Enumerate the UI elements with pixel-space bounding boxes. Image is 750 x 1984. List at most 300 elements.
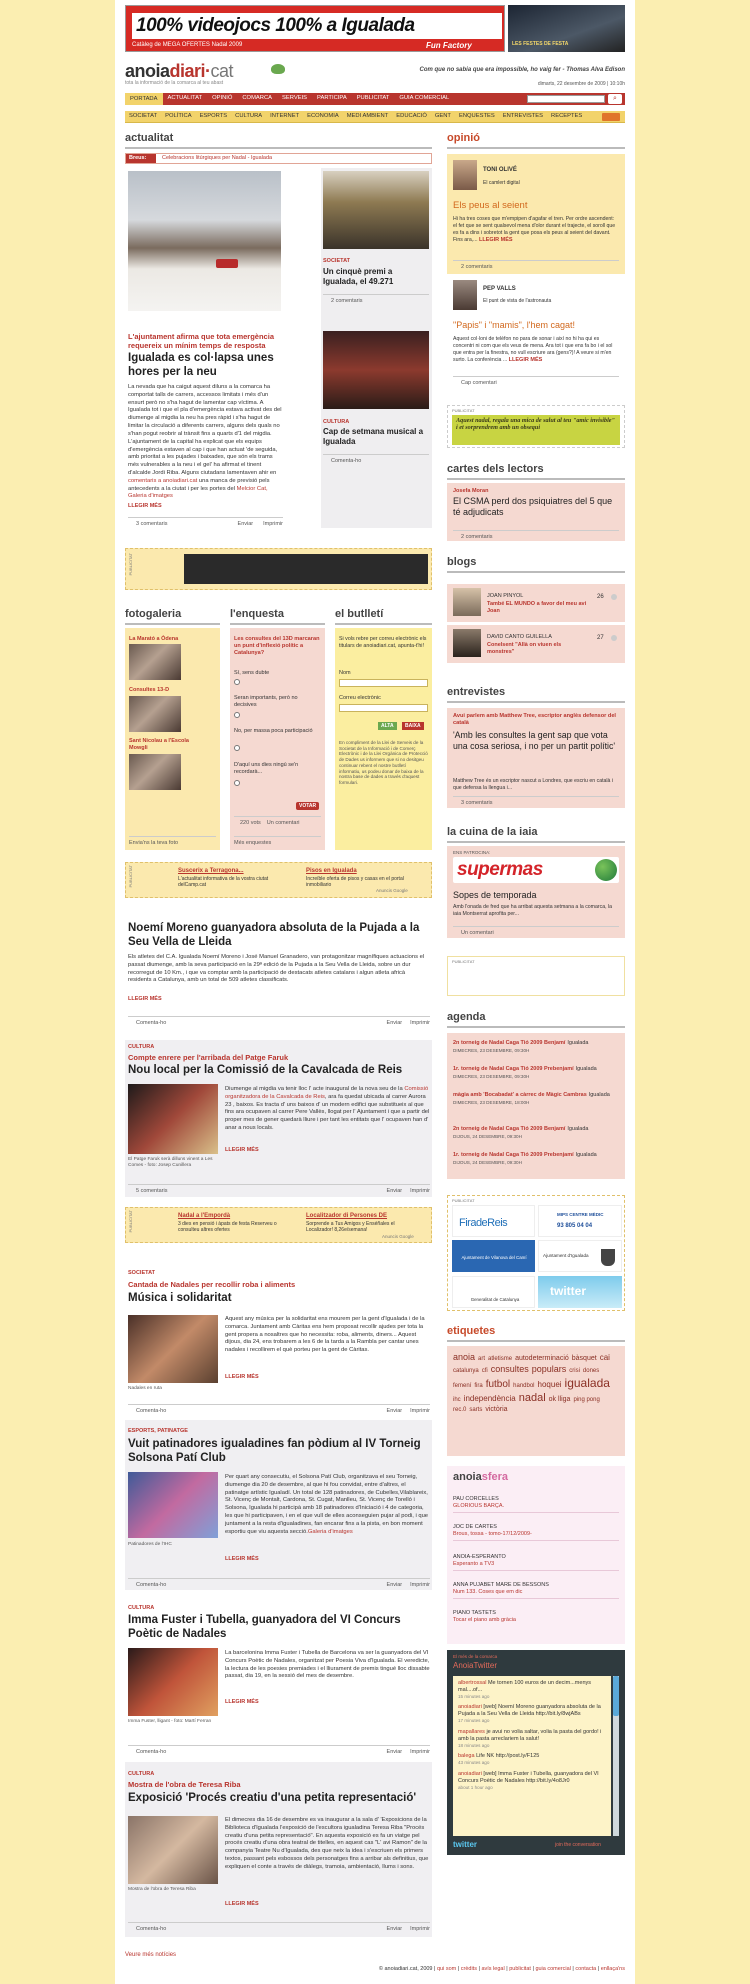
- footer-link-guia[interactable]: guia comercial: [535, 1966, 571, 1972]
- tag-link[interactable]: crisi: [569, 1367, 580, 1374]
- op1-more[interactable]: LLEGIR MÉS: [478, 237, 513, 244]
- story8-send[interactable]: Enviar: [386, 1926, 403, 1932]
- tweet: [458, 1680, 606, 1699]
- tag-link[interactable]: ping pong: [573, 1397, 600, 1404]
- butlleti-email-input[interactable]: [339, 704, 428, 712]
- anoiasfera-box: [447, 1466, 625, 1644]
- story8-image[interactable]: [128, 1816, 218, 1884]
- tweet1-user[interactable]: albertrossal: [458, 1680, 487, 1686]
- quote-text: Com que no sabia que era impossible, ho vaig fer: [419, 67, 561, 73]
- story5-comments[interactable]: Comenta-ho: [136, 1408, 167, 1414]
- cuina-title[interactable]: Sopes de temporada: [453, 890, 537, 900]
- blog-item-2: [447, 625, 625, 663]
- blog1-rss-icon[interactable]: [611, 594, 617, 600]
- twitter-intro: El més de la comarca: [453, 1654, 498, 1659]
- tag-link[interactable]: handbol: [513, 1382, 535, 1389]
- anoiasfera-item5-text: Tocar el piano amb gràcia: [453, 1616, 516, 1623]
- twitter-title: AnoiaTwitter: [453, 1661, 498, 1670]
- ad-banner-dark[interactable]: [184, 554, 428, 584]
- side-story1-title[interactable]: Un cinquè premi a Igualada, el 49.271: [323, 267, 394, 286]
- tag-link[interactable]: ihc: [453, 1397, 461, 1404]
- nav-participa[interactable]: PARTICIPA: [317, 95, 347, 102]
- story7-send[interactable]: Enviar: [386, 1749, 403, 1755]
- tag-link[interactable]: populars: [531, 1363, 567, 1374]
- main-story-title[interactable]: Igualada es col·lapsa unes hores per la neu: [128, 352, 274, 378]
- story7-print[interactable]: Imprimir: [410, 1749, 430, 1755]
- vote-button[interactable]: VOTAR: [296, 802, 319, 810]
- main-story-send[interactable]: Enviar: [237, 521, 254, 527]
- sponsors-box: [447, 1195, 625, 1311]
- story5-more[interactable]: LLEGIR MÉS: [225, 1374, 259, 1380]
- search-input[interactable]: [527, 95, 605, 103]
- supermas-text: supermas: [457, 859, 543, 880]
- story8-sub[interactable]: Mostra de l'obra de Teresa Riba: [128, 1780, 241, 1789]
- supermas-globe-icon: [595, 859, 617, 881]
- author-avatar[interactable]: [453, 280, 477, 310]
- story8-title[interactable]: Exposició 'Procés creatiu d'una petita representació': [128, 1792, 417, 1804]
- google-ad4-title[interactable]: Localitzador di Persones DE: [306, 1213, 388, 1219]
- enquesta-heading: l'enquesta: [230, 608, 325, 625]
- right-ad-label: PUBLICITAT: [452, 408, 475, 413]
- tag-cloud-list: [453, 1352, 619, 1415]
- op1-blog: El camlert digital: [483, 180, 520, 186]
- op1-author[interactable]: TONI OLIVÉ: [483, 167, 517, 173]
- tag-link[interactable]: victòria: [485, 1406, 508, 1414]
- tweet1-time: 15 minutes ago: [458, 1693, 490, 1699]
- anoiasfera-item[interactable]: [453, 1524, 619, 1541]
- story6-print[interactable]: Imprimir: [410, 1582, 430, 1588]
- enquesta-radio1[interactable]: [234, 679, 240, 685]
- story7-caption: Imma Fuster, lligant - foto: Martí Ferran: [128, 1719, 212, 1724]
- anoiasfera-item1-author: PAU CORCELLES: [453, 1496, 499, 1502]
- enquesta-option4: D'aquí uns dies ningú se'n recordarà...: [234, 762, 299, 775]
- nav-comarca[interactable]: COMARCA: [242, 95, 273, 102]
- more-news-link[interactable]: Veure més notícies: [125, 1952, 177, 1958]
- butlleti-name-input[interactable]: [339, 679, 428, 687]
- op2-author[interactable]: PEP VALLS: [483, 286, 516, 292]
- main-story-comments[interactable]: 3 comentaris: [136, 521, 168, 527]
- story4-title[interactable]: Nou local per la Comissió de la Cavalcada de Reis: [128, 1064, 403, 1076]
- footer-link-contacta[interactable]: contacta: [575, 1966, 597, 1972]
- tag-link[interactable]: bàsquet: [571, 1355, 597, 1362]
- tag-link[interactable]: autodeterminació: [515, 1355, 569, 1362]
- tag-link[interactable]: consultes: [490, 1363, 529, 1374]
- opinio-box1: [447, 154, 625, 274]
- subnav-cultura[interactable]: CULTURA: [235, 112, 263, 119]
- side-story2-kicker: CULTURA: [323, 419, 350, 425]
- side-story2-title[interactable]: Cap de setmana musical a Igualada: [323, 427, 424, 446]
- op1-title[interactable]: Els peus al seient: [453, 200, 528, 211]
- side-story1-image[interactable]: [323, 171, 429, 249]
- op1-comments[interactable]: 2 comentaris: [453, 260, 619, 271]
- enquesta-question: Les consultes del 13D marcaran un punt d'inflexió polític a Catalunya?: [234, 636, 320, 656]
- op2-comments[interactable]: Cap comentari: [453, 376, 619, 387]
- story3-title[interactable]: Noemí Moreno guanyadora absoluta de la Pujada a la Seu Vella de Lleida: [128, 922, 420, 948]
- enquesta-radio4[interactable]: [234, 780, 240, 786]
- story5-send[interactable]: Enviar: [386, 1408, 403, 1414]
- tag-link[interactable]: rec.0: [453, 1407, 467, 1414]
- agenda-item[interactable]: [453, 1065, 619, 1079]
- tag-link[interactable]: art: [478, 1356, 486, 1362]
- tag-link[interactable]: igualada: [564, 1375, 610, 1390]
- google-ad1-title[interactable]: Suscerix a Terragona...: [178, 868, 244, 874]
- nav-guia-comercial[interactable]: GUIA COMERCIAL: [399, 95, 450, 102]
- author-avatar[interactable]: [453, 160, 477, 190]
- tweet-scroll-thumb[interactable]: [613, 1676, 619, 1716]
- twitter-join[interactable]: join the conversation: [555, 1842, 601, 1848]
- story6-more[interactable]: LLEGIR MÉS: [225, 1556, 259, 1562]
- agenda-item2-date: DIMECRES, 23 DESEMBRE, 09:30H: [453, 1073, 530, 1079]
- right-ad-1-banner[interactable]: Aquest nadal, regala una mica de salut al teu "amic invisible" i et sorprendrem amb un obsequi: [452, 415, 620, 445]
- foto-item2-label[interactable]: Consultes 13-D: [129, 687, 170, 693]
- subnav-receptes[interactable]: RECEPTES: [551, 112, 583, 119]
- cartes-comments[interactable]: 2 comentaris: [453, 530, 619, 541]
- main-story-link2[interactable]: Melcior Cat, Galeria d'imatges: [128, 485, 268, 500]
- side-story2-comments[interactable]: Comenta-ho: [323, 454, 429, 465]
- nav-serveis[interactable]: SERVEIS: [282, 95, 308, 102]
- entrevistes-heading: entrevistes: [447, 686, 625, 703]
- agenda-heading: agenda: [447, 1011, 625, 1028]
- agenda-box: [447, 1033, 625, 1179]
- tag-link[interactable]: atletisme: [488, 1356, 513, 1362]
- ad-strip-1: [125, 548, 432, 590]
- logo-tagline: tota la informació de la comarca al teu abast: [125, 80, 224, 86]
- tag-link[interactable]: femení: [453, 1382, 472, 1389]
- google-ad1-text: L'actualitat informativa de la vostra ciutat delCamp.cat: [178, 876, 269, 889]
- banner-brand: Fun Factory: [426, 41, 472, 50]
- story4-print[interactable]: Imprimir: [410, 1188, 430, 1194]
- butlleti-heading: el butlletí: [335, 608, 432, 625]
- story4-image[interactable]: [128, 1084, 218, 1154]
- tag-link[interactable]: cai: [599, 1353, 610, 1362]
- story5-title[interactable]: Música i solidaritat: [128, 1292, 232, 1304]
- actualitat-heading: actualitat: [125, 132, 432, 149]
- tag-link[interactable]: dones: [582, 1367, 600, 1374]
- enquesta-more[interactable]: Més enquestes: [234, 836, 321, 847]
- foto-send[interactable]: Envia'ns la teva foto: [129, 836, 216, 847]
- entrevistes-sub[interactable]: Avui parlem amb Matthew Tree, escriptor anglès defensor del català: [453, 713, 616, 726]
- entrevistes-title[interactable]: 'Amb les consultes la gent sap que vota una cosa seriosa, i no per un partit polític': [453, 730, 616, 751]
- google-ad2-title[interactable]: Pisos en Igualada: [306, 868, 357, 874]
- subnav-gent[interactable]: GENT: [434, 112, 451, 119]
- anoiasfera-item3-author: ANOIA-ESPERANTO: [453, 1554, 506, 1560]
- main-story-link1[interactable]: comentaris a anoiadiari.cat: [128, 477, 198, 484]
- google-ads-tag[interactable]: Anuncis Google: [376, 888, 408, 893]
- blogs-heading: blogs: [447, 556, 625, 573]
- blog1-title[interactable]: També EL MUNDO a favor del meu avi Joan: [487, 601, 587, 614]
- story6-link[interactable]: Galeria d'imatges: [307, 1528, 353, 1535]
- story7-meta: [128, 1745, 430, 1756]
- rss-icon[interactable]: [602, 113, 620, 121]
- enquesta-votes: 220 vots: [240, 820, 261, 826]
- subnav-educacio[interactable]: EDUCACIÓ: [396, 112, 427, 119]
- breus-label: Breus:: [126, 154, 156, 163]
- story4-send[interactable]: Enviar: [386, 1188, 403, 1194]
- subnav-politica[interactable]: POLÍTICA: [165, 112, 192, 119]
- foto-item2-image[interactable]: [129, 696, 181, 732]
- story3-comments[interactable]: Comenta-ho: [136, 1020, 167, 1026]
- main-story-print[interactable]: Imprimir: [263, 521, 283, 527]
- op2-title[interactable]: "Papis" i "mamis", l'hem cagat!: [453, 320, 576, 330]
- right-banner-text: LES FESTES DE FESTA: [512, 41, 569, 47]
- right-ad-2: [447, 956, 625, 996]
- agenda-item1-place: Igualada: [567, 1040, 589, 1046]
- agenda-item5-date: DIJOUS, 24 DESEMBRE, 09:30H: [453, 1159, 522, 1165]
- blog2-author[interactable]: DAVID CANTO GUILELLA: [487, 634, 552, 640]
- anoiasfera-item[interactable]: [453, 1582, 619, 1599]
- foto-item3-image[interactable]: [129, 754, 181, 790]
- main-story-sub[interactable]: L'ajuntament afirma que tota emergència requereix un mínim temps de resposta: [128, 332, 274, 351]
- story4-body: [225, 1086, 430, 1133]
- twitter-brand[interactable]: twitter: [453, 1840, 477, 1849]
- op1-body-text: Hi ha tres coses que m'empipen d'agafar el tren. Per ordre ascendent: el fet que se sent qualsevol mena d'olor durant el trajecte, el soroll que es fa a dins i sobretot la gent que posa els peus al seient del davant. Fins ara,...: [453, 216, 616, 244]
- sponsor-igualada[interactable]: [538, 1240, 622, 1272]
- top-banner-ad[interactable]: [125, 5, 505, 52]
- footer-link-enllacans[interactable]: enllaça'ns: [600, 1966, 625, 1972]
- anoiasfera-item[interactable]: [453, 1496, 619, 1513]
- nav-opinio[interactable]: OPINIÓ: [212, 95, 233, 102]
- header-date: dimarts, 22 desembre de 2009 | 10:10h: [537, 81, 625, 87]
- enquesta-comment[interactable]: Un comentari: [266, 820, 300, 826]
- foto-item1-image[interactable]: [129, 644, 181, 680]
- tweet: [458, 1753, 606, 1766]
- agenda-item[interactable]: [453, 1125, 619, 1139]
- story5-print[interactable]: Imprimir: [410, 1408, 430, 1414]
- footer-link-avis-legal[interactable]: avís legal: [481, 1966, 505, 1972]
- story3-send[interactable]: Enviar: [386, 1020, 403, 1026]
- banner-headline: 100% videojocs 100% a Igualada: [132, 13, 502, 39]
- igualada-crest-icon: [601, 1249, 615, 1266]
- subnav-entrevistes[interactable]: ENTREVISTES: [502, 112, 544, 119]
- tag-link[interactable]: futbol: [485, 1378, 511, 1390]
- story6-send[interactable]: Enviar: [386, 1582, 403, 1588]
- cartes-title[interactable]: El CSMA perd dos psiquiatres del 5 que té adjudicats: [453, 496, 613, 518]
- enquesta-radio2[interactable]: [234, 712, 240, 718]
- sponsor-mips[interactable]: [538, 1205, 622, 1237]
- footer-copyright: © anoiadiari.cat, 2009: [378, 1966, 433, 1972]
- story8-comments[interactable]: Comenta-ho: [136, 1926, 167, 1932]
- cuina-heading: la cuina de la iaia: [447, 826, 625, 843]
- story8-more[interactable]: LLEGIR MÉS: [225, 1901, 259, 1907]
- op2-blog: El punt de vista de l'astronauta: [483, 298, 552, 304]
- sponsor-fira-de-reis[interactable]: [452, 1205, 535, 1237]
- logo-dot: ·: [205, 61, 211, 81]
- tweet3-user[interactable]: mapallares: [458, 1728, 485, 1735]
- story6-kicker: ESPORTS, PATINATGE: [128, 1428, 188, 1434]
- story5-caption: Nadales en ruta: [128, 1386, 162, 1391]
- story7-kicker: CULTURA: [128, 1605, 155, 1611]
- blog2-rss-icon[interactable]: [611, 635, 617, 641]
- enquesta-meta: [234, 816, 321, 827]
- subnav-internet[interactable]: INTERNET: [270, 112, 300, 119]
- story4-kicker: CULTURA: [128, 1044, 155, 1050]
- opinio-heading: opinió: [447, 132, 625, 149]
- twitter-widget: [447, 1650, 625, 1855]
- tweet2-user[interactable]: anoiadiari: [458, 1704, 482, 1711]
- nav-actualitat[interactable]: ACTUALITAT: [167, 95, 203, 102]
- nav-portada[interactable]: PORTADA: [125, 93, 163, 105]
- sub-nav: [125, 111, 625, 123]
- agenda-item5-title: 1r. torneig de Nadal Caga Tió 2009 Prebenjamí: [453, 1152, 574, 1158]
- enquesta-option3: No, per massa poca participació: [234, 728, 313, 734]
- story7-image[interactable]: [128, 1648, 218, 1716]
- nav-publicitat[interactable]: PUBLICITAT: [356, 95, 390, 102]
- main-story-meta: [128, 517, 283, 528]
- tag-link[interactable]: sarts: [469, 1407, 483, 1414]
- side-story1-kicker: SOCIETAT: [323, 258, 350, 264]
- story3-more[interactable]: LLEGIR MÉS: [128, 996, 162, 1002]
- side-story2-image[interactable]: [323, 331, 429, 409]
- tag-link[interactable]: fira: [474, 1382, 483, 1389]
- google-ad3-text: 3 dies en pensió i àpats de festa Reserveu o consulteu altres ofertes: [178, 1221, 277, 1234]
- sponsor-twitter[interactable]: [538, 1276, 622, 1308]
- header-quote: Com que no sabia que era impossible, ho vaig fer - Thomas Alva Edison: [419, 67, 625, 73]
- main-story-more[interactable]: LLEGIR MÉS: [128, 503, 162, 509]
- search-icon: ⌕: [613, 95, 617, 102]
- cuina-body: Amb l'onada de fred que ha arribat aquesta setmana a la comarca, la iaia Montserrat aprofita per...: [453, 904, 613, 918]
- breus-bar: [125, 153, 432, 164]
- tweet3-text: je avui no volia saltar, volia la pasta del gordo! i amb la pasta arreclariem la salut!: [458, 1728, 602, 1742]
- tag-link[interactable]: independència: [463, 1394, 516, 1404]
- mips-text: MIPS CENTRE MÈDIC: [557, 1212, 604, 1217]
- story5-body: Aquest any música per la solidaritat ens mourem per la gent d'Igualada i de la comarca. Juntament amb Càritas ens hem proposat recollir ajudes per tota la gent propera a nosaltres que ho necessita: roba, aliments, diners... Aquest dijous, dia 24, ens trobarem a les 6 de la tarda a la Rambla per cantar unes nadales i recollirem el què porteu per la gent de Càritas.: [225, 1316, 425, 1354]
- sponsor-generalitat[interactable]: [452, 1276, 535, 1308]
- agenda-item1-date: DIMECRES, 23 DESEMBRE, 09:30H: [453, 1047, 530, 1053]
- main-story-body: [128, 384, 283, 501]
- story7-title[interactable]: Imma Fuster i Tubella, guanyadora del VI Concurs Poètic de Nadales: [128, 1614, 401, 1640]
- subnav-medi-ambient[interactable]: MEDI AMBIENT: [346, 112, 389, 119]
- cartes-author[interactable]: Josefa Moran: [453, 488, 489, 494]
- google-ad2-text: Increíble oferta de pisos y casas en el portal inmobiliario: [306, 876, 404, 889]
- agenda-item3-place: Igualada: [588, 1092, 610, 1098]
- footer: © anoiadiari.cat, 2009 | qui som | crèdits | avís legal | publicitat | guia comercial | contacta | enllaça'ns: [378, 1966, 625, 1972]
- story4-link[interactable]: Comissió organitzadora de la Cavalcada de Reis: [225, 1086, 429, 1100]
- agenda-item5-place: Igualada: [575, 1152, 597, 1158]
- anoiasfera-item[interactable]: [453, 1610, 619, 1624]
- footer-link-credits[interactable]: crèdits: [460, 1966, 477, 1972]
- alta-button[interactable]: ALTA: [378, 722, 397, 730]
- ad-label: PUBLICITAT: [128, 865, 133, 888]
- logo-diari: diari: [169, 61, 206, 81]
- google-ad3-title[interactable]: Nadal a l'Empordà: [178, 1213, 231, 1219]
- enquesta-radio3[interactable]: [234, 745, 240, 751]
- blog-avatar[interactable]: [453, 588, 481, 616]
- agenda-item[interactable]: [453, 1039, 619, 1053]
- anoiasfera-item5-author: PIANO TASTETS: [453, 1610, 496, 1616]
- story3-print[interactable]: Imprimir: [410, 1020, 430, 1026]
- blog1-author[interactable]: JOAN PINYOL: [487, 593, 524, 599]
- tag-link[interactable]: catalunya: [453, 1367, 479, 1374]
- story8-print[interactable]: Imprimir: [410, 1926, 430, 1932]
- foto-item1-label[interactable]: La Marató a Òdena: [129, 636, 179, 642]
- google-ads-2: [125, 1207, 432, 1243]
- anoiasfera-title-a: anoia: [453, 1471, 482, 1483]
- side-story1-comments[interactable]: 2 comentaris: [323, 294, 429, 305]
- sponsors-label: PUBLICITAT: [452, 1198, 475, 1203]
- blog2-title[interactable]: Conelsent "Allà on viuen els monstres": [487, 642, 562, 655]
- anoiasfera-item[interactable]: [453, 1554, 619, 1571]
- tweet4-user[interactable]: balega: [458, 1753, 475, 1760]
- quote-author: Thomas Alva Edison: [566, 67, 625, 73]
- tweet3-time: 18 minutes ago: [458, 1742, 490, 1748]
- story7-comments[interactable]: Comenta-ho: [136, 1749, 167, 1755]
- baixa-button[interactable]: BAIXA: [402, 722, 424, 730]
- tweet5-user[interactable]: anoiadiari: [458, 1771, 482, 1778]
- agenda-item[interactable]: [453, 1151, 619, 1165]
- story4-comments[interactable]: 5 comentaris: [136, 1188, 168, 1194]
- main-story-image[interactable]: [128, 171, 281, 311]
- google-ads-1: [125, 862, 432, 898]
- right-ad-2-label: PUBLICITAT: [452, 959, 475, 964]
- story6-image[interactable]: [128, 1472, 218, 1538]
- google-ads-tag[interactable]: Anuncis Google: [382, 1234, 414, 1239]
- entrevistes-body: Matthew Tree és un escriptor nascut a Londres, que escriu en català i que defensa la llengua i...: [453, 778, 614, 792]
- story4-sub[interactable]: Compte enrere per l'arribada del Patge Faruk: [128, 1053, 289, 1062]
- anoiasfera-title: [453, 1471, 508, 1485]
- enquesta-option2: Seran importants, però no decisives: [234, 695, 298, 708]
- story8-caption: Mostra de l'obra de Teresa Riba: [128, 1887, 196, 1892]
- main-story-text2: una manca de previsió pels antecedents a la ciutat i per les portes del: [128, 477, 270, 492]
- search-button[interactable]: [608, 94, 622, 104]
- tag-link[interactable]: ok lliga: [548, 1396, 571, 1404]
- footer-link-qui-som[interactable]: qui som: [437, 1966, 457, 1972]
- subnav-esports[interactable]: ESPORTS: [199, 112, 228, 119]
- subnav-economia[interactable]: ECONOMIA: [307, 112, 339, 119]
- etiquetes-heading: etiquetes: [447, 1325, 625, 1342]
- sponsor-vilanova[interactable]: [452, 1240, 535, 1272]
- op1-body: [453, 216, 619, 244]
- supermas-logo[interactable]: [453, 857, 619, 883]
- subnav-enquestes[interactable]: ENQUESTES: [458, 112, 495, 119]
- tweet-scrollbar[interactable]: [613, 1676, 619, 1836]
- logo-cat: cat: [210, 61, 234, 81]
- story4-more[interactable]: LLEGIR MÉS: [225, 1147, 259, 1153]
- cuina-comments[interactable]: Un comentari: [453, 926, 619, 937]
- logo-anoia: anoia: [125, 61, 170, 81]
- agenda-item[interactable]: [453, 1091, 619, 1105]
- tag-link[interactable]: hoquei: [537, 1379, 562, 1389]
- tweet: [458, 1704, 606, 1723]
- story5-image[interactable]: [128, 1315, 218, 1383]
- google-ad4-text: Sorprende a Tus Amigos y Enséñales el Localizador! 8,26e/semana!: [306, 1221, 395, 1234]
- story4-text: Diumenge al migdia va tenir lloc l' acte inaugural de la nova seu de la: [225, 1086, 403, 1092]
- op2-more[interactable]: LLEGIR MÉS: [508, 357, 543, 364]
- right-banner-ad[interactable]: [508, 5, 625, 52]
- tag-link[interactable]: cfi: [481, 1367, 488, 1374]
- anoiasfera-item4-author: ANNA PUJABET MARE DE BESSONS: [453, 1582, 549, 1588]
- story6-meta: [128, 1578, 430, 1589]
- footer-link-publicitat[interactable]: publicitat: [509, 1966, 531, 1972]
- foto-item3-label[interactable]: Sant Nicolau a l'Escola Mowgli: [129, 738, 189, 751]
- op2-body-text: Aquest col·loni de telèfon no para de sonar i així no hi ha qui es concentri ni com que els veus de mena. Ara tot i que ens fa bo i el sol que entra per la finestra, no vull escriure ara (gens?)! A veure si m'en surto. La conferència ...: [453, 336, 613, 364]
- breus-text[interactable]: Celebracions litúrgiques per Nadal - Igualada: [162, 155, 273, 161]
- ad-label: PUBLICITAT: [128, 553, 133, 576]
- story6-comments[interactable]: Comenta-ho: [136, 1582, 167, 1588]
- enquesta-option1: Sí, sens dubte: [234, 670, 270, 676]
- tag-link[interactable]: nadal: [518, 1392, 546, 1405]
- tag-link[interactable]: anoia: [453, 1352, 476, 1362]
- tweet: [458, 1771, 606, 1790]
- entrevistes-comments[interactable]: 3 comentaris: [453, 796, 619, 807]
- story7-more[interactable]: LLEGIR MÉS: [225, 1699, 259, 1705]
- blog-avatar[interactable]: [453, 629, 481, 657]
- subnav-societat[interactable]: SOCIETAT: [129, 112, 158, 119]
- anoiasfera-item4-text: Num 133. Coses que em dic: [453, 1588, 523, 1595]
- story6-title[interactable]: Vuit patinadores igualadines fan pòdium al IV Torneig Solsona Patí Club: [128, 1438, 421, 1464]
- story5-sub[interactable]: Cantada de Nadales per recollir roba i aliments: [128, 1280, 296, 1289]
- cartes-heading: cartes dels lectors: [447, 463, 625, 480]
- tweet-list: [453, 1676, 611, 1836]
